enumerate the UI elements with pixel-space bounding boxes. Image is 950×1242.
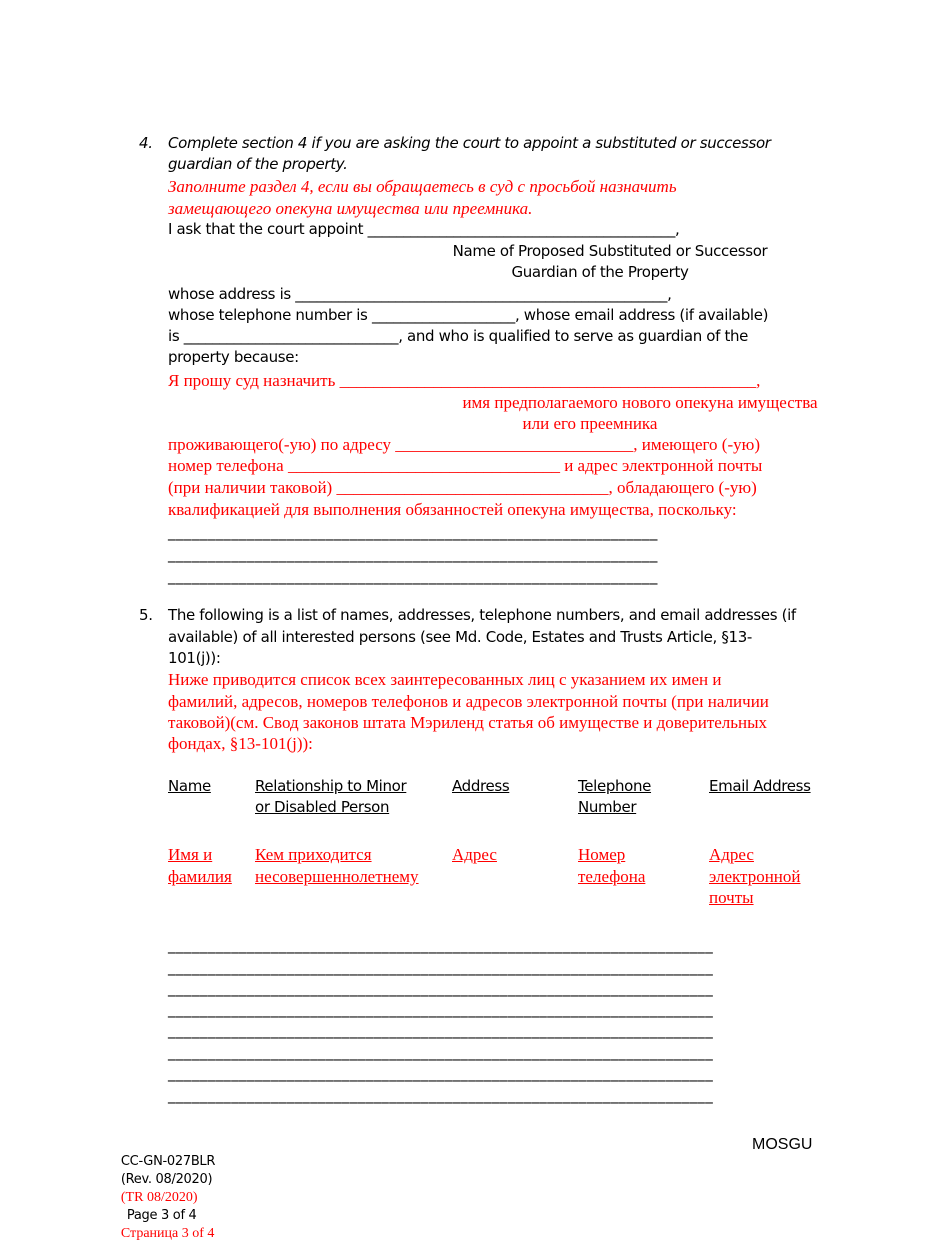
header-telephone: Telephone	[578, 777, 652, 795]
header-email-ru-cont: электронной	[709, 867, 801, 886]
page-number-ru: Страница 3 of 4	[120, 1226, 215, 1241]
email-line-en[interactable]: is ______________________________, and who is qualified to serve as guardian of the	[168, 327, 749, 345]
person-blank-line[interactable]: _____________________________________________________________________	[168, 958, 714, 976]
form-code: MOSGU	[752, 1136, 813, 1153]
header-telephone-ru: Номер	[578, 845, 626, 864]
phone-line-ru[interactable]: номер телефона ________________________________ и адрес электронной почты	[168, 456, 763, 475]
appoint-caption-ru: имя предполагаемого нового опекуна имущества	[462, 393, 818, 412]
footer	[112, 1134, 215, 1242]
section-5-text-ru-cont: фамилий, адресов, номеров телефонов и адресов электронной почты (при наличии	[168, 692, 769, 711]
header-relationship: Relationship to Minor	[255, 777, 407, 795]
email-line-ru[interactable]: (при наличии таковой) ________________________________, обладающего (-ую)	[168, 478, 757, 497]
header-name: Name	[168, 777, 211, 795]
reason-blank-line[interactable]: ______________________________________________________________	[168, 545, 658, 563]
header-relationship-ru-cont: несовершеннолетнему	[255, 867, 419, 886]
section-5-text-en-cont: 101(j)):	[168, 649, 221, 667]
reason-blank-line[interactable]: ______________________________________________________________	[168, 567, 658, 585]
header-address-ru: Адрес	[452, 845, 497, 864]
section-5-text-en: The following is a list of names, addresses, telephone numbers, and email addresses (if	[168, 606, 796, 624]
qualified-ru: квалификацией для выполнения обязанностей опекуна имущества, поскольку:	[168, 500, 737, 519]
appoint-line-en[interactable]: I ask that the court appoint ___________________________________________,	[168, 220, 680, 238]
header-relationship-cont: or Disabled Person	[255, 798, 390, 816]
section-5-text-en-cont: available) of all interested persons (see Md. Code, Estates and Trusts Article, §13-	[168, 628, 752, 646]
phone-line-en[interactable]: whose telephone number is ____________________, whose email address (if available)	[168, 306, 769, 324]
header-relationship-ru: Кем приходится	[255, 845, 372, 864]
person-blank-line[interactable]: _____________________________________________________________________	[168, 1021, 714, 1039]
page-number-en: Page 3 of 4	[126, 1208, 197, 1223]
address-line-ru[interactable]: проживающего(-ую) по адресу ____________________________, имеющего (-ую)	[168, 435, 760, 454]
reason-blank-line[interactable]: ______________________________________________________________	[168, 523, 658, 541]
header-name-ru-cont: фамилия	[168, 867, 232, 886]
form-id: CC-GN-027BLR	[120, 1154, 216, 1169]
person-blank-line[interactable]: _____________________________________________________________________	[168, 1043, 714, 1061]
header-email-ru: Адрес	[709, 845, 754, 864]
section-4-instruction-ru-cont: замещающего опекуна имущества или преемника.	[168, 199, 533, 218]
section-5-text-ru-cont: фондах, §13-101(j)):	[168, 734, 313, 753]
address-line-en[interactable]: whose address is ____________________________________________________,	[168, 285, 672, 303]
appoint-caption-en: Name of Proposed Substituted or Successor	[452, 242, 768, 260]
section-4-instruction-ru: Заполните раздел 4, если вы обращаетесь в суд с просьбой назначить	[168, 177, 677, 196]
person-blank-line[interactable]: _____________________________________________________________________	[168, 1000, 714, 1018]
section-4-number: 4.	[139, 134, 153, 152]
person-blank-line[interactable]: _____________________________________________________________________	[168, 979, 714, 997]
form-revision: (Rev. 08/2020)	[120, 1172, 213, 1187]
section-5-number: 5.	[139, 606, 153, 624]
person-blank-line[interactable]: _____________________________________________________________________	[168, 1064, 714, 1082]
person-blank-line[interactable]: _____________________________________________________________________	[168, 1086, 714, 1104]
appoint-line-ru[interactable]: Я прошу суд назначить _________________________________________________,	[168, 371, 761, 390]
section-5-text-ru-cont: таковой)(см. Свод законов штата Мэриленд статья об имуществе и доверительных	[168, 713, 768, 732]
header-email-ru-cont: почты	[709, 888, 754, 907]
person-blank-line[interactable]: _____________________________________________________________________	[168, 936, 714, 954]
section-4-instruction-en-cont: guardian of the property.	[168, 155, 348, 173]
because-en: property because:	[168, 348, 299, 366]
header-email: Email Address	[709, 777, 811, 795]
appoint-caption-ru-cont: или его преемника	[522, 414, 658, 433]
header-telephone-cont: Number	[578, 798, 637, 816]
section-4-instruction-en: Complete section 4 if you are asking the court to appoint a substituted or successor	[168, 134, 771, 152]
section-5-text-ru: Ниже приводится список всех заинтересованных лиц с указанием их имен и	[168, 670, 722, 689]
header-telephone-ru-cont: телефона	[578, 867, 646, 886]
header-address: Address	[452, 777, 510, 795]
header-name-ru: Имя и	[168, 845, 213, 864]
appoint-caption-en-cont: Guardian of the Property	[511, 263, 689, 281]
translation-revision: (TR 08/2020)	[120, 1190, 198, 1205]
